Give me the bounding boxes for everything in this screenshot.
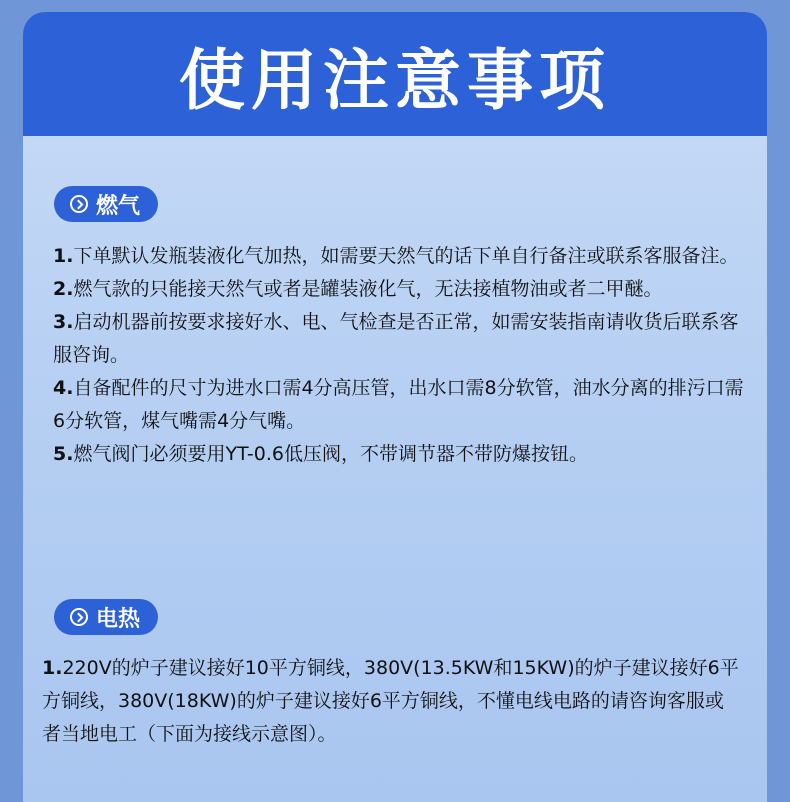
electric-item-1: 1.220V的炉子建议接好10平方铜线，380V(13.5KW和15KW)的炉子建议接好6平方铜线，380V(18KW)的炉子建议接好6平方铜线，不懂电线电路的请咨询客服或者当地电工（下面为接线示意图）。 bbox=[42, 657, 739, 745]
chevron-circle-icon bbox=[70, 608, 88, 626]
header-banner bbox=[23, 12, 767, 136]
electric-items bbox=[42, 652, 742, 751]
gas-item-3: 3.启动机器前按要求接好水、电、气检查是否正常，如需安装指南请收货后联系客服咨询。 bbox=[53, 311, 739, 366]
gas-item-5: 5.燃气阀门必须要用YT-0.6低压阀，不带调节器不带防爆按钮。 bbox=[53, 443, 588, 465]
section-electric-label: 电热 bbox=[96, 606, 141, 632]
section-gas-pill bbox=[54, 186, 158, 222]
section-gas-label: 燃气 bbox=[96, 193, 141, 219]
page-title: 使用注意事项 bbox=[179, 41, 611, 119]
gas-items bbox=[53, 240, 753, 471]
gas-item-1: 1.下单默认发瓶装液化气加热，如需要天然气的话下单自行备注或联系客服备注。 bbox=[53, 245, 739, 267]
chevron-circle-icon bbox=[70, 195, 88, 213]
gas-item-4: 4.自备配件的尺寸为进水口需4分高压管，出水口需8分软管，油水分离的排污口需6分软管，煤气嘴需4分气嘴。 bbox=[53, 377, 744, 432]
gas-item-2: 2.燃气款的只能接天然气或者是罐装液化气，无法接植物油或者二甲醚。 bbox=[53, 278, 663, 300]
section-electric-pill bbox=[54, 599, 158, 635]
